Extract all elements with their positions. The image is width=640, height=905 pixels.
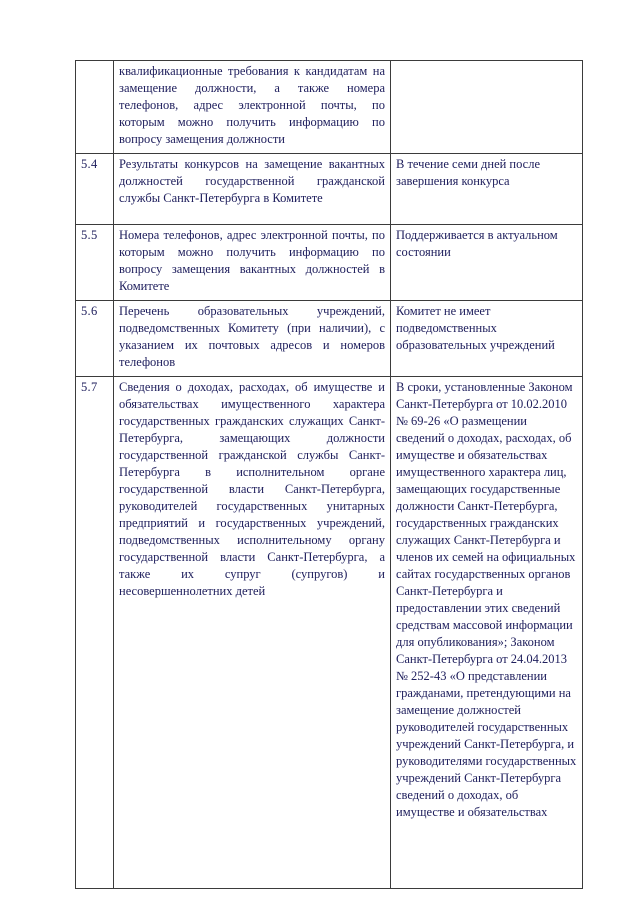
row-deadline: В течение семи дней после завершения конкурса — [391, 154, 583, 225]
row-content: Перечень образовательных учреждений, подведомственных Комитету (при наличии), с указанием их почтовых адресов и номеров телефонов — [114, 301, 391, 377]
row-number: 5.5 — [76, 225, 114, 301]
row-number: 5.7 — [76, 377, 114, 889]
table-row — [76, 225, 583, 301]
row-number: 5.6 — [76, 301, 114, 377]
row-deadline — [391, 61, 583, 154]
row-number: 5.4 — [76, 154, 114, 225]
table-row — [76, 154, 583, 225]
row-content: Сведения о доходах, расходах, об имуществе и обязательствах имущественного характера государственных гражданских служащих Санкт-Петербурга, замещающих должности государственной гражданской службы Санкт-Петербурга в исполнительном органе государственной власти Санкт-Петербурга, руководителей государственных унитарных предприятий и государственных учреждений, подведомственных исполнительному органу государственной власти Санкт-Петербурга, а также их супруг (супругов) и несовершеннолетних детей — [114, 377, 391, 889]
row-deadline: Поддерживается в актуальном состоянии — [391, 225, 583, 301]
info-table — [75, 60, 583, 889]
table-row — [76, 377, 583, 889]
table-row — [76, 301, 583, 377]
row-number — [76, 61, 114, 154]
row-deadline: В сроки, установленные Законом Санкт-Петербурга от 10.02.2010 № 69-26 «О размещении сведений о доходах, расходах, об имуществе и обязательствах имущественного характера лиц, замещающих государственные должности Санкт-Петербурга, государственных гражданских служащих Санкт-Петербурга и членов их семей на официальных сайтах государственных органов Санкт-Петербурга и предоставлении этих сведений средствам массовой информации для опубликования»; Законом Санкт-Петербурга от 24.04.2013 № 252-43 «О представлении гражданами, претендующими на замещение должностей руководителей государственных учреждений Санкт-Петербурга, и руководителями государственных учреждений Санкт-Петербурга сведений о доходах, об имуществе и обязательствах — [391, 377, 583, 889]
row-deadline: Комитет не имеет подведомственных образовательных учреждений — [391, 301, 583, 377]
table-row — [76, 61, 583, 154]
row-content: Номера телефонов, адрес электронной почты, по которым можно получить информацию по вопросу замещения вакантных должностей в Комитете — [114, 225, 391, 301]
row-content: квалификационные требования к кандидатам на замещение должности, а также номера телефонов, адрес электронной почты, по которым можно получить информацию по вопросу замещения должности — [114, 61, 391, 154]
row-content: Результаты конкурсов на замещение вакантных должностей государственной гражданской службы Санкт-Петербурга в Комитете — [114, 154, 391, 225]
